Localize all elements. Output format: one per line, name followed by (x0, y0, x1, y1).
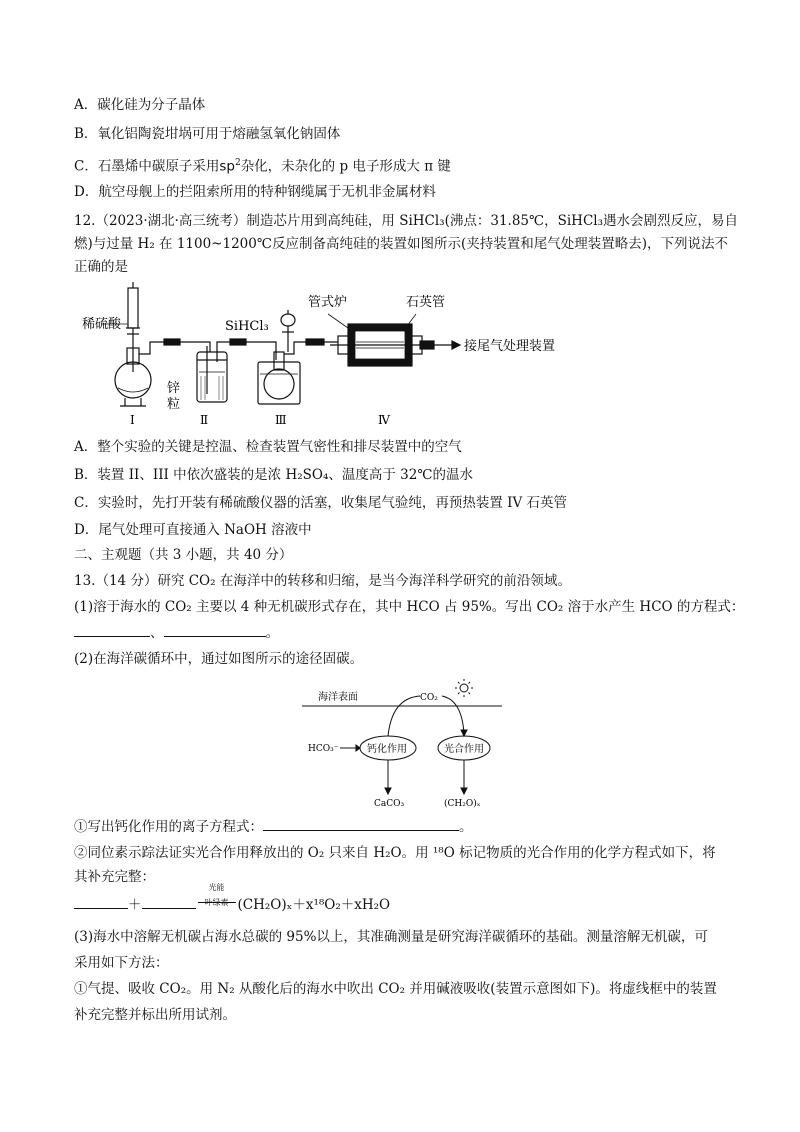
fig-label-photosynthesis: 光合作用 (444, 744, 484, 755)
q12-option-c: C．实验时，先打开装有稀硫酸仪器的活塞，收集尾气验纯，再预热装置 IV 石英管 (74, 495, 567, 511)
fig-label-tail: 接尾气处理装置 (464, 339, 556, 354)
q13-calc-question-text: ①写出钙化作用的离子方程式： (74, 819, 263, 835)
q13-stem: 13.（14 分）研究 CO₂ 在海洋中的转移和归缩，是当今海洋科学研究的前沿领域。 (74, 573, 571, 589)
q13-calc-question (74, 818, 473, 836)
q11-option-b: B．氧化铝陶瓷坩埚可用于熔融氢氧化钠固体 (74, 126, 341, 142)
answer-blank-1 (74, 624, 150, 637)
q11-option-c-sp: sp (219, 158, 235, 175)
fig-label-acid: 稀硫酸 (82, 317, 122, 332)
fig-label-ch2o: (CH₂O)ₓ (444, 799, 481, 809)
q12-option-a: A．整个实验的关键是控温、检查装置气密性和排尽装置中的空气 (74, 439, 462, 455)
photosynthesis-equation (74, 883, 391, 913)
q12-option-d: D．尾气处理可直接通入 NaOH 溶液中 (74, 522, 312, 538)
fig-label-iv: Ⅳ (378, 413, 390, 427)
fig-label-i: Ⅰ (130, 413, 135, 427)
q13-part-1-end: 。 (265, 625, 279, 641)
fig-label-surface: 海洋表面 (318, 692, 358, 703)
answer-blank-5 (142, 896, 196, 909)
carbon-cycle-figure (300, 678, 510, 810)
fig-label-ii: Ⅱ (200, 413, 209, 427)
q13-part-3-line-1: (3)海水中溶解无机碳占海水总碳的 95%以上，其准确测量是研究海洋碳循环的基础。测量溶解无机碳，可 (74, 929, 708, 945)
q13-photo-question-line-1: ②同位素示踪法证实光合作用释放出的 O₂ 只来自 H₂O。用 ¹⁸O 标记物质的光合作用的化学方程式如下，将 (74, 845, 716, 861)
q12-stem-line-3: 正确的是 (74, 259, 128, 275)
q13-part-1-separator: 、 (150, 625, 164, 641)
fig-label-sihcl3: SiHCl₃ (225, 319, 269, 334)
q13-part-1: (1)溶于海水的 CO₂ 主要以 4 种无机碳形式存在，其中 HCO 占 95%。写出 CO₂ 溶于水产生 HCO 的方程式： (74, 599, 745, 615)
fig-label-co2: CO₂ (420, 693, 438, 703)
q11-option-c-sup: 2 (234, 158, 241, 168)
equation-plus: ＋ (128, 897, 142, 913)
answer-blank-2 (164, 624, 266, 637)
q12-stem-line-2: 燃)与过量 H₂ 在 1100~1200℃反应制备高纯硅的装置如图所示(夹持装置和尾气处理装置略去)，下列说法不 (74, 236, 728, 252)
q11-option-d: D．航空母舰上的拦阻索所用的特种钢缆属于无机非金属材料 (74, 184, 436, 200)
q11-option-a: A．碳化硅为分子晶体 (74, 97, 206, 113)
answer-blank-3 (263, 818, 459, 831)
q12-stem-line-1: 12.（2023·湖北·高三统考）制造芯片用到高纯硅，用 SiHCl₃(沸点：31.85℃，SiHCl₃遇水会剧烈反应，易自 (74, 213, 739, 229)
reaction-arrow (196, 883, 238, 909)
q11-option-c-pre: C．石墨烯中碳原子采用 (74, 158, 220, 175)
condition-top: 光能 (208, 883, 225, 892)
q12-apparatus-figure (80, 280, 560, 428)
q13-part-3-line-2: 采用如下方法： (74, 955, 169, 971)
q13-part-2: (2)在海洋碳循环中，通过如图所示的途径固碳。 (74, 651, 364, 667)
q11-option-c (74, 154, 451, 176)
answer-blank-4 (74, 896, 128, 909)
q11-option-c-post: 杂化，未杂化的 p 电子形成大 π 键 (240, 158, 451, 175)
equation-rhs: (CH₂O)ₓ＋x¹⁸O₂＋xH₂O (237, 897, 391, 913)
fig-label-zinc-2: 粒 (167, 397, 181, 412)
q12-option-b: B．装置 II、III 中依次盛装的是浓 H₂SO₄、温度高于 32℃的温水 (74, 467, 473, 483)
fig-label-hco3: HCO₃⁻ (308, 744, 339, 754)
q13-part-1-blanks (74, 624, 279, 642)
fig-label-calcification: 钙化作用 (367, 744, 407, 755)
fig-label-zinc-1: 锌 (167, 381, 181, 396)
q13-photo-question-line-2: 其补充完整： (74, 869, 155, 885)
fig-label-quartz: 石英管 (406, 295, 446, 310)
section-2-heading: 二、主观题（共 3 小题，共 40 分） (74, 547, 293, 563)
q13-part-3-sub1-line-1: ①气提、吸收 CO₂。用 N₂ 从酸化后的海水中吹出 CO₂ 并用碱液吸收(装置示意图如下)。将虚线框中的装置 (74, 981, 717, 997)
fig-label-iii: Ⅲ (275, 413, 287, 427)
fig-label-caco3: CaCO₃ (374, 799, 405, 809)
condition-bottom: 叶绿素 (204, 898, 229, 907)
q13-part-3-sub1-line-2: 补充完整并标出所用试剂。 (74, 1007, 236, 1023)
q13-calc-question-end: 。 (459, 819, 473, 835)
fig-label-furnace: 管式炉 (308, 295, 348, 310)
